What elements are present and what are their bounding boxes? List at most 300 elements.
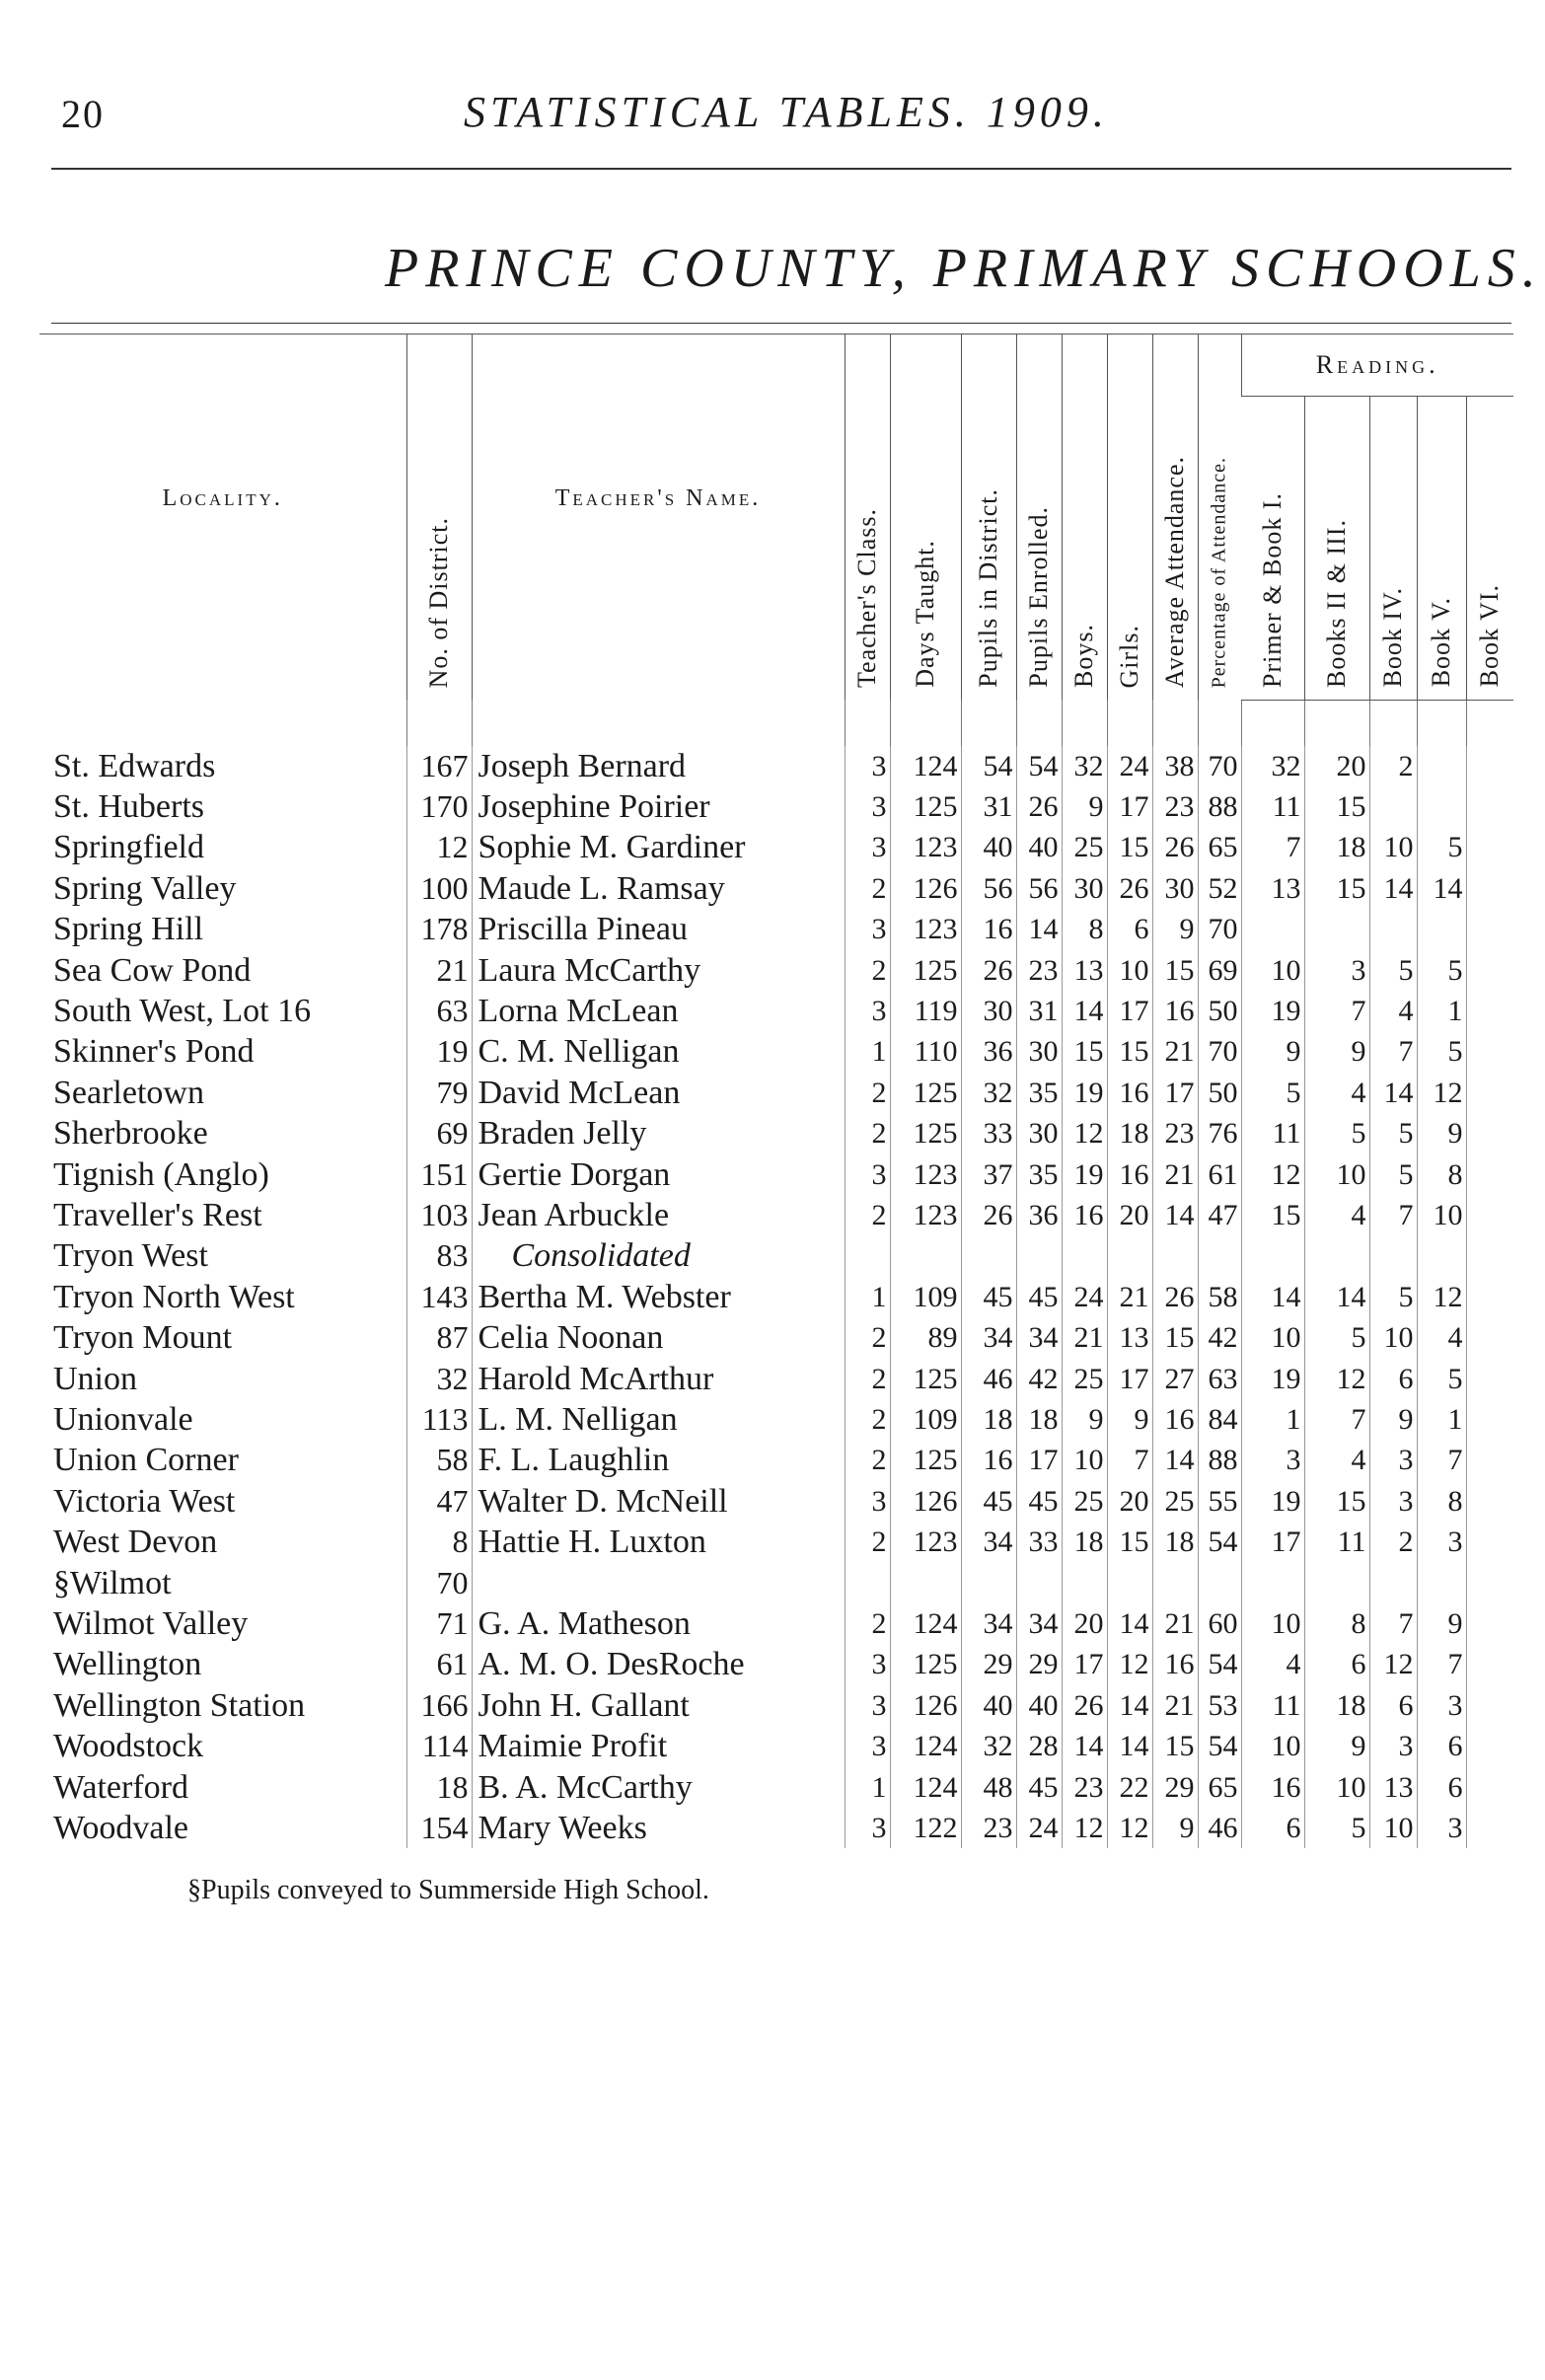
locality-cell: Sea Cow Pond [53, 951, 252, 989]
boys-cell: 23 [1062, 1767, 1107, 1808]
pupils-in-district-cell: 32 [961, 1073, 1016, 1113]
teacher-class-cell: 1 [845, 1767, 890, 1808]
pupils-enrolled-cell [1016, 1235, 1062, 1276]
boys-cell: 14 [1062, 1726, 1107, 1766]
books-2-3-cell: 15 [1304, 786, 1369, 827]
district-number-cell: 58 [406, 1440, 472, 1480]
book-5-cell [1417, 1235, 1466, 1276]
primer-book-1-cell: 13 [1241, 868, 1304, 909]
teacher-class-cell: 2 [845, 950, 890, 991]
average-attendance-cell: 26 [1152, 1277, 1198, 1317]
primer-book-1-cell: 3 [1241, 1440, 1304, 1480]
average-attendance-cell: 25 [1152, 1481, 1198, 1522]
book-6-cell [1466, 1399, 1513, 1440]
girls-cell: 18 [1107, 1113, 1152, 1153]
pupils-enrolled-cell: 18 [1016, 1399, 1062, 1440]
days-taught-cell: 122 [890, 1808, 961, 1848]
boys-cell: 25 [1062, 1359, 1107, 1399]
teacher-class-cell: 2 [845, 1317, 890, 1358]
book-6-cell [1466, 1317, 1513, 1358]
teacher-name-cell: Celia Noonan [472, 1317, 845, 1358]
table-row [39, 1073, 1513, 1113]
book-6-cell [1466, 991, 1513, 1031]
percentage-attendance-cell: 65 [1198, 827, 1241, 867]
book-5-cell: 12 [1417, 1277, 1466, 1317]
locality-cell: South West, Lot 16 [53, 992, 312, 1029]
pupils-enrolled-cell: 29 [1016, 1644, 1062, 1684]
boys-cell: 15 [1062, 1031, 1107, 1072]
district-number-cell: 63 [406, 991, 472, 1031]
book-5-cell [1417, 786, 1466, 827]
table-row [39, 1031, 1513, 1072]
average-attendance-cell: 14 [1152, 1440, 1198, 1480]
pupils-in-district-cell: 45 [961, 1277, 1016, 1317]
pupils-enrolled-cell: 26 [1016, 786, 1062, 827]
percentage-attendance-cell [1198, 1563, 1241, 1603]
locality-cell: Searletown [53, 1074, 204, 1111]
book-5-cell: 10 [1417, 1195, 1466, 1235]
table-row [39, 1685, 1513, 1726]
primer-book-1-cell: 11 [1241, 1113, 1304, 1153]
girls-cell: 10 [1107, 950, 1152, 991]
primer-book-1-cell: 11 [1241, 786, 1304, 827]
book-5-cell: 4 [1417, 1317, 1466, 1358]
table-row [39, 1277, 1513, 1317]
primer-book-1-cell: 7 [1241, 827, 1304, 867]
locality-cell: Unionvale [53, 1401, 193, 1438]
pupils-in-district-cell: 40 [961, 1685, 1016, 1726]
district-number-cell: 103 [406, 1195, 472, 1235]
primer-book-1-cell: 16 [1241, 1767, 1304, 1808]
book-4-cell: 5 [1369, 1113, 1417, 1153]
book-4-cell: 7 [1369, 1195, 1417, 1235]
pupils-enrolled-cell: 30 [1016, 1031, 1062, 1072]
book-4-cell: 3 [1369, 1726, 1417, 1766]
girls-cell: 7 [1107, 1440, 1152, 1480]
teacher-class-cell: 2 [845, 1603, 890, 1644]
primer-book-1-cell: 10 [1241, 1317, 1304, 1358]
book-6-cell [1466, 1808, 1513, 1848]
percentage-attendance-cell: 54 [1198, 1726, 1241, 1766]
book-4-cell: 14 [1369, 868, 1417, 909]
average-attendance-cell: 29 [1152, 1767, 1198, 1808]
header-teacher-class: Teacher's Class. [845, 335, 890, 701]
pupils-in-district-cell: 37 [961, 1154, 1016, 1195]
books-2-3-cell: 11 [1304, 1522, 1369, 1562]
pupils-enrolled-cell: 28 [1016, 1726, 1062, 1766]
average-attendance-cell: 15 [1152, 1726, 1198, 1766]
teacher-name-cell: Maimie Profit [472, 1726, 845, 1766]
pupils-in-district-cell: 26 [961, 1195, 1016, 1235]
book-6-cell [1466, 1644, 1513, 1684]
book-6-cell [1466, 1767, 1513, 1808]
teacher-class-cell: 3 [845, 827, 890, 867]
district-number-cell: 32 [406, 1359, 472, 1399]
table-row [39, 827, 1513, 867]
teacher-class-cell: 1 [845, 1277, 890, 1317]
table-row [39, 1767, 1513, 1808]
header-percentage-attendance: Percentage of Attendance. [1198, 335, 1241, 701]
days-taught-cell: 125 [890, 1073, 961, 1113]
book-4-cell [1369, 1563, 1417, 1603]
book-5-cell: 7 [1417, 1644, 1466, 1684]
table-row [39, 909, 1513, 949]
percentage-attendance-cell: 54 [1198, 1644, 1241, 1684]
book-5-cell: 9 [1417, 1603, 1466, 1644]
primer-book-1-cell: 9 [1241, 1031, 1304, 1072]
teacher-name-cell: Jean Arbuckle [472, 1195, 845, 1235]
books-2-3-cell: 6 [1304, 1644, 1369, 1684]
table-row [39, 746, 1513, 786]
days-taught-cell: 110 [890, 1031, 961, 1072]
percentage-attendance-cell: 69 [1198, 950, 1241, 991]
days-taught-cell: 125 [890, 1440, 961, 1480]
teacher-class-cell: 3 [845, 1685, 890, 1726]
percentage-attendance-cell: 55 [1198, 1481, 1241, 1522]
district-number-cell: 79 [406, 1073, 472, 1113]
books-2-3-cell: 15 [1304, 868, 1369, 909]
boys-cell [1062, 1235, 1107, 1276]
book-5-cell [1417, 1563, 1466, 1603]
book-6-cell [1466, 1440, 1513, 1480]
pupils-in-district-cell: 32 [961, 1726, 1016, 1766]
book-6-cell [1466, 1073, 1513, 1113]
percentage-attendance-cell: 46 [1198, 1808, 1241, 1848]
book-6-cell [1466, 868, 1513, 909]
boys-cell: 32 [1062, 746, 1107, 786]
percentage-attendance-cell: 61 [1198, 1154, 1241, 1195]
percentage-attendance-cell: 52 [1198, 868, 1241, 909]
primer-book-1-cell: 19 [1241, 1359, 1304, 1399]
book-6-cell [1466, 909, 1513, 949]
locality-cell: West Devon [53, 1524, 218, 1561]
book-4-cell: 13 [1369, 1767, 1417, 1808]
locality-cell: Tryon West [53, 1237, 208, 1275]
book-5-cell: 5 [1417, 1031, 1466, 1072]
girls-cell [1107, 1563, 1152, 1603]
average-attendance-cell [1152, 1563, 1198, 1603]
table-row [39, 1113, 1513, 1153]
girls-cell: 21 [1107, 1277, 1152, 1317]
book-4-cell: 5 [1369, 1277, 1417, 1317]
locality-cell: §Wilmot [53, 1564, 172, 1601]
average-attendance-cell: 21 [1152, 1685, 1198, 1726]
header-rule [51, 168, 1511, 170]
book-5-cell [1417, 746, 1466, 786]
table-row [39, 1399, 1513, 1440]
girls-cell: 14 [1107, 1726, 1152, 1766]
days-taught-cell: 126 [890, 868, 961, 909]
teacher-class-cell: 2 [845, 868, 890, 909]
primer-book-1-cell: 6 [1241, 1808, 1304, 1848]
books-2-3-cell: 10 [1304, 1767, 1369, 1808]
books-2-3-cell: 3 [1304, 950, 1369, 991]
percentage-attendance-cell: 76 [1198, 1113, 1241, 1153]
book-6-cell [1466, 1726, 1513, 1766]
girls-cell: 15 [1107, 1031, 1152, 1072]
pupils-enrolled-cell: 14 [1016, 909, 1062, 949]
pupils-in-district-cell [961, 1563, 1016, 1603]
pupils-in-district-cell: 46 [961, 1359, 1016, 1399]
teacher-class-cell: 3 [845, 786, 890, 827]
book-6-cell [1466, 950, 1513, 991]
header-pupils-enrolled: Pupils Enrolled. [1016, 335, 1062, 701]
pupils-enrolled-cell: 40 [1016, 827, 1062, 867]
books-2-3-cell [1304, 909, 1369, 949]
girls-cell: 20 [1107, 1195, 1152, 1235]
district-number-cell: 61 [406, 1644, 472, 1684]
district-number-cell: 154 [406, 1808, 472, 1848]
district-number-cell: 47 [406, 1481, 472, 1522]
primer-book-1-cell: 11 [1241, 1685, 1304, 1726]
days-taught-cell: 125 [890, 1644, 961, 1684]
pupils-in-district-cell [961, 1235, 1016, 1276]
table-row [39, 991, 1513, 1031]
pupils-enrolled-cell: 34 [1016, 1317, 1062, 1358]
teacher-name-cell [472, 1563, 845, 1603]
teacher-class-cell [845, 1235, 890, 1276]
book-6-cell [1466, 1522, 1513, 1562]
header-district-no: No. of District. [406, 335, 472, 701]
district-number-cell: 113 [406, 1399, 472, 1440]
teacher-class-cell: 3 [845, 991, 890, 1031]
books-2-3-cell: 14 [1304, 1277, 1369, 1317]
teacher-class-cell: 2 [845, 1195, 890, 1235]
girls-cell: 6 [1107, 909, 1152, 949]
days-taught-cell: 126 [890, 1481, 961, 1522]
teacher-class-cell: 3 [845, 909, 890, 949]
header-primer-book-1: Primer & Book I. [1241, 397, 1304, 701]
teacher-name-cell: F. L. Laughlin [472, 1440, 845, 1480]
percentage-attendance-cell: 60 [1198, 1603, 1241, 1644]
primer-book-1-cell: 17 [1241, 1522, 1304, 1562]
book-5-cell: 1 [1417, 1399, 1466, 1440]
primer-book-1-cell: 19 [1241, 1481, 1304, 1522]
primer-book-1-cell: 10 [1241, 1603, 1304, 1644]
books-2-3-cell: 15 [1304, 1481, 1369, 1522]
header-teacher-name: Teacher's Name. [472, 335, 845, 701]
percentage-attendance-cell: 53 [1198, 1685, 1241, 1726]
teacher-class-cell: 2 [845, 1522, 890, 1562]
girls-cell: 17 [1107, 786, 1152, 827]
book-6-cell [1466, 786, 1513, 827]
book-4-cell: 10 [1369, 827, 1417, 867]
district-number-cell: 170 [406, 786, 472, 827]
locality-cell: St. Edwards [53, 747, 216, 784]
girls-cell: 17 [1107, 1359, 1152, 1399]
teacher-name-cell: Consolidated [472, 1235, 845, 1276]
books-2-3-cell: 7 [1304, 1399, 1369, 1440]
locality-cell: Spring Hill [53, 911, 204, 948]
table-row [39, 1235, 1513, 1276]
days-taught-cell: 123 [890, 1154, 961, 1195]
page-title: PRINCE COUNTY, PRIMARY SCHOOLS. [385, 238, 1543, 299]
pupils-in-district-cell: 34 [961, 1522, 1016, 1562]
locality-cell: St. Huberts [53, 787, 204, 825]
book-6-cell [1466, 1481, 1513, 1522]
girls-cell: 12 [1107, 1644, 1152, 1684]
books-2-3-cell: 10 [1304, 1154, 1369, 1195]
days-taught-cell: 124 [890, 1726, 961, 1766]
teacher-name-cell: G. A. Matheson [472, 1603, 845, 1644]
pupils-enrolled-cell: 42 [1016, 1359, 1062, 1399]
average-attendance-cell: 21 [1152, 1603, 1198, 1644]
books-2-3-cell: 12 [1304, 1359, 1369, 1399]
book-4-cell: 4 [1369, 991, 1417, 1031]
boys-cell: 8 [1062, 909, 1107, 949]
days-taught-cell: 125 [890, 1113, 961, 1153]
average-attendance-cell: 38 [1152, 746, 1198, 786]
book-6-cell [1466, 1113, 1513, 1153]
book-6-cell [1466, 746, 1513, 786]
primer-book-1-cell: 15 [1241, 1195, 1304, 1235]
days-taught-cell: 124 [890, 1767, 961, 1808]
boys-cell: 21 [1062, 1317, 1107, 1358]
books-2-3-cell: 8 [1304, 1603, 1369, 1644]
teacher-name-cell: B. A. McCarthy [472, 1767, 845, 1808]
locality-cell: Woodvale [53, 1810, 188, 1847]
pupils-in-district-cell: 45 [961, 1481, 1016, 1522]
percentage-attendance-cell: 47 [1198, 1195, 1241, 1235]
boys-cell: 19 [1062, 1154, 1107, 1195]
book-4-cell [1369, 786, 1417, 827]
locality-cell: Skinner's Pond [53, 1033, 255, 1071]
locality-cell: Wellington [53, 1646, 202, 1683]
book-4-cell: 9 [1369, 1399, 1417, 1440]
boys-cell: 30 [1062, 868, 1107, 909]
pupils-enrolled-cell: 36 [1016, 1195, 1062, 1235]
district-number-cell: 83 [406, 1235, 472, 1276]
percentage-attendance-cell: 70 [1198, 909, 1241, 949]
percentage-attendance-cell [1198, 1235, 1241, 1276]
book-6-cell [1466, 1195, 1513, 1235]
header-book-6: Book VI. [1466, 397, 1513, 701]
boys-cell: 9 [1062, 786, 1107, 827]
header-girls: Girls. [1107, 335, 1152, 701]
teacher-name-cell: C. M. Nelligan [472, 1031, 845, 1072]
book-4-cell [1369, 1235, 1417, 1276]
locality-cell: Wilmot Valley [53, 1605, 249, 1643]
percentage-attendance-cell: 63 [1198, 1359, 1241, 1399]
boys-cell: 25 [1062, 827, 1107, 867]
teacher-class-cell: 2 [845, 1399, 890, 1440]
pupils-enrolled-cell: 45 [1016, 1481, 1062, 1522]
book-6-cell [1466, 1031, 1513, 1072]
table-row [39, 1154, 1513, 1195]
pupils-in-district-cell: 56 [961, 868, 1016, 909]
boys-cell: 14 [1062, 991, 1107, 1031]
books-2-3-cell: 9 [1304, 1726, 1369, 1766]
days-taught-cell: 89 [890, 1317, 961, 1358]
book-5-cell: 12 [1417, 1073, 1466, 1113]
table-row [39, 1563, 1513, 1603]
book-6-cell [1466, 1603, 1513, 1644]
book-5-cell: 3 [1417, 1808, 1466, 1848]
average-attendance-cell: 15 [1152, 950, 1198, 991]
locality-cell: Tryon North West [53, 1278, 295, 1315]
percentage-attendance-cell: 88 [1198, 1440, 1241, 1480]
table-row [39, 1644, 1513, 1684]
pupils-enrolled-cell: 45 [1016, 1767, 1062, 1808]
average-attendance-cell: 14 [1152, 1195, 1198, 1235]
district-number-cell: 178 [406, 909, 472, 949]
teacher-class-cell [845, 1563, 890, 1603]
pupils-enrolled-cell: 35 [1016, 1154, 1062, 1195]
books-2-3-cell [1304, 1235, 1369, 1276]
table-row [39, 1359, 1513, 1399]
primer-book-1-cell: 14 [1241, 1277, 1304, 1317]
pupils-enrolled-cell [1016, 1563, 1062, 1603]
girls-cell [1107, 1235, 1152, 1276]
teacher-class-cell: 2 [845, 1359, 890, 1399]
teacher-name-cell: Walter D. McNeill [472, 1481, 845, 1522]
average-attendance-cell: 9 [1152, 1808, 1198, 1848]
primer-book-1-cell [1241, 909, 1304, 949]
book-5-cell: 3 [1417, 1522, 1466, 1562]
pupils-in-district-cell: 30 [961, 991, 1016, 1031]
book-6-cell [1466, 1277, 1513, 1317]
header-books-2-3: Books II & III. [1304, 397, 1369, 701]
book-5-cell: 6 [1417, 1726, 1466, 1766]
teacher-class-cell: 2 [845, 1440, 890, 1480]
teacher-name-cell: Braden Jelly [472, 1113, 845, 1153]
pupils-enrolled-cell: 34 [1016, 1603, 1062, 1644]
book-5-cell: 9 [1417, 1113, 1466, 1153]
books-2-3-cell: 4 [1304, 1195, 1369, 1235]
boys-cell: 18 [1062, 1522, 1107, 1562]
header-boys: Boys. [1062, 335, 1107, 701]
district-number-cell: 18 [406, 1767, 472, 1808]
average-attendance-cell: 16 [1152, 1644, 1198, 1684]
district-number-cell: 71 [406, 1603, 472, 1644]
teacher-name-cell: Bertha M. Webster [472, 1277, 845, 1317]
boys-cell: 16 [1062, 1195, 1107, 1235]
district-number-cell: 70 [406, 1563, 472, 1603]
percentage-attendance-cell: 70 [1198, 1031, 1241, 1072]
girls-cell: 20 [1107, 1481, 1152, 1522]
book-5-cell: 5 [1417, 827, 1466, 867]
average-attendance-cell: 21 [1152, 1154, 1198, 1195]
district-number-cell: 167 [406, 746, 472, 786]
teacher-name-cell: John H. Gallant [472, 1685, 845, 1726]
primer-book-1-cell [1241, 1235, 1304, 1276]
books-2-3-cell: 4 [1304, 1440, 1369, 1480]
percentage-attendance-cell: 50 [1198, 1073, 1241, 1113]
pupils-in-district-cell: 16 [961, 909, 1016, 949]
book-6-cell [1466, 1685, 1513, 1726]
book-5-cell: 5 [1417, 1359, 1466, 1399]
spacer-row [39, 700, 1513, 746]
primer-book-1-cell: 10 [1241, 1726, 1304, 1766]
book-4-cell: 2 [1369, 1522, 1417, 1562]
pupils-in-district-cell: 16 [961, 1440, 1016, 1480]
locality-cell: Waterford [53, 1768, 188, 1806]
days-taught-cell: 123 [890, 827, 961, 867]
book-4-cell [1369, 909, 1417, 949]
locality-cell: Victoria West [53, 1482, 236, 1520]
book-4-cell: 5 [1369, 950, 1417, 991]
teacher-name-cell: Sophie M. Gardiner [472, 827, 845, 867]
teacher-class-cell: 2 [845, 1113, 890, 1153]
average-attendance-cell: 18 [1152, 1522, 1198, 1562]
teacher-name-cell: Hattie H. Luxton [472, 1522, 845, 1562]
district-number-cell: 166 [406, 1685, 472, 1726]
teacher-class-cell: 3 [845, 1481, 890, 1522]
district-number-cell: 114 [406, 1726, 472, 1766]
pupils-in-district-cell: 36 [961, 1031, 1016, 1072]
days-taught-cell [890, 1235, 961, 1276]
book-4-cell: 5 [1369, 1154, 1417, 1195]
